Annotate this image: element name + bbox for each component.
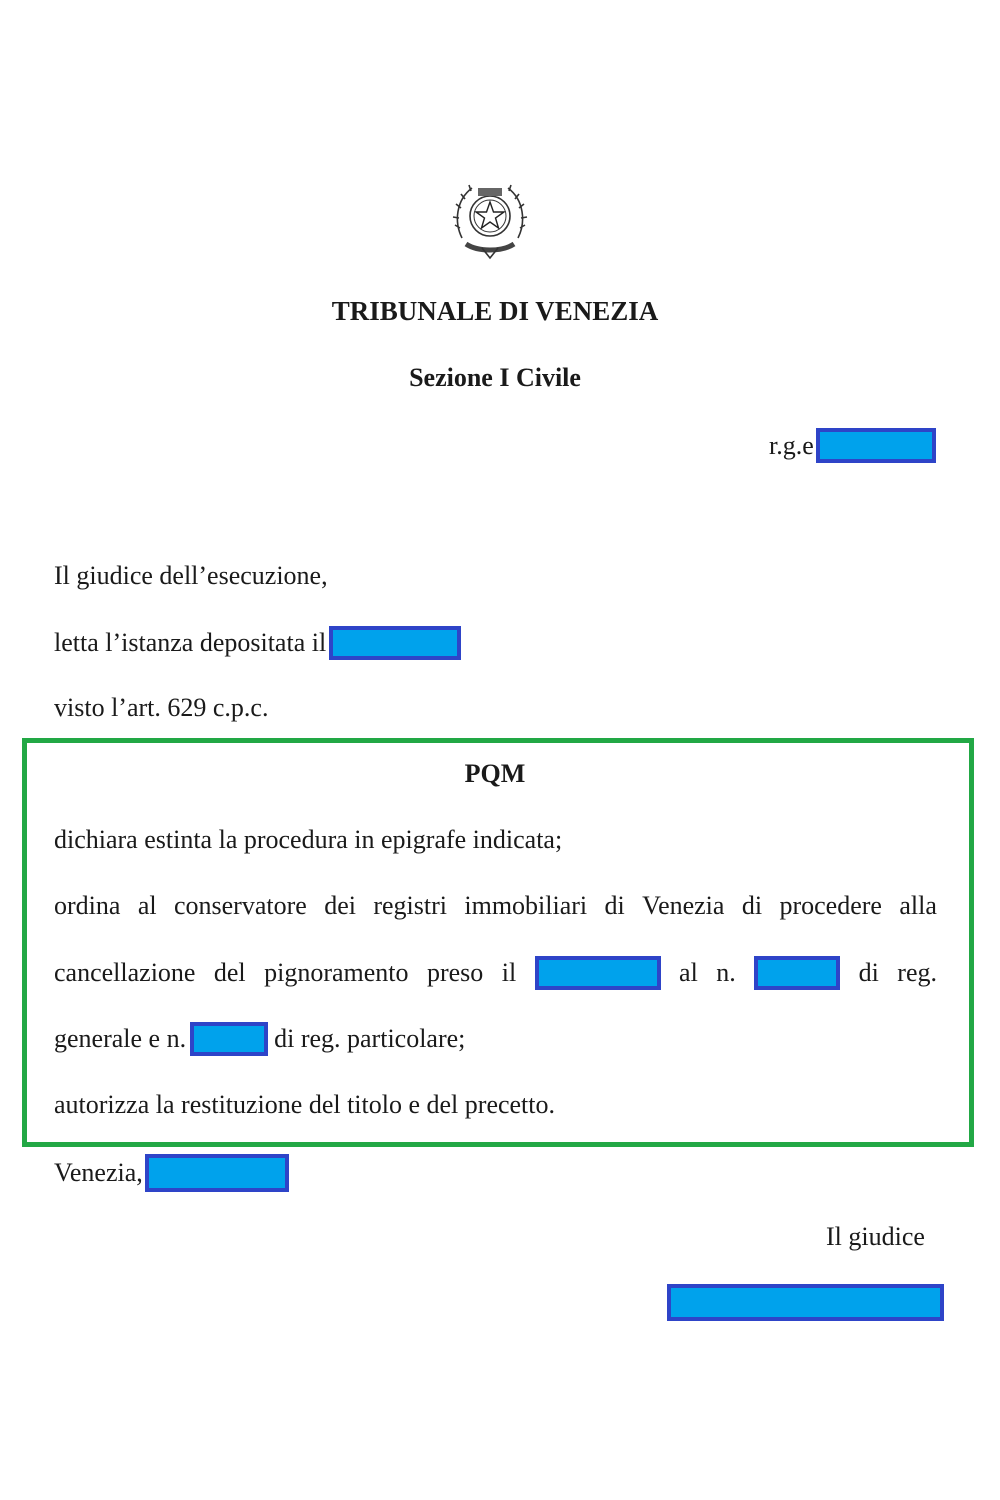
preamble-istanza bbox=[54, 626, 461, 660]
word: del bbox=[213, 958, 246, 987]
pqm-frame bbox=[22, 738, 974, 1147]
section-title: Sezione I Civile bbox=[409, 363, 581, 392]
preamble-article: visto l’art. 629 c.p.c. bbox=[54, 693, 269, 722]
word: di bbox=[858, 958, 879, 987]
word: Venezia bbox=[642, 891, 725, 920]
word: alla bbox=[899, 891, 937, 920]
redacted-date bbox=[145, 1154, 289, 1192]
pqm-line-estinta: dichiara estinta la procedura in epigrafe indicata; bbox=[54, 825, 563, 854]
word: di bbox=[604, 891, 625, 920]
emblem-icon bbox=[452, 178, 528, 262]
redacted-general-register-number bbox=[754, 956, 840, 990]
pqm-line-cancellazione bbox=[54, 956, 937, 990]
pqm-generale-text: generale e n. bbox=[54, 1024, 187, 1053]
word: il bbox=[501, 958, 517, 987]
judge-label: Il giudice bbox=[826, 1222, 925, 1251]
court-title: TRIBUNALE DI VENEZIA bbox=[331, 296, 659, 326]
word: immobiliari bbox=[464, 891, 588, 920]
word: ordina bbox=[54, 891, 121, 920]
place-date-row bbox=[54, 1154, 289, 1192]
pqm-particolare-text: di reg. particolare; bbox=[274, 1024, 466, 1053]
word: n. bbox=[716, 958, 736, 987]
redacted-rge-number bbox=[816, 428, 936, 463]
word: al bbox=[679, 958, 698, 987]
preamble-judge: Il giudice dell’esecuzione, bbox=[54, 561, 328, 590]
pqm-line-autorizza: autorizza la restituzione del titolo e del precetto. bbox=[54, 1090, 556, 1119]
word: cancellazione bbox=[54, 958, 196, 987]
pqm-line-generale bbox=[54, 1022, 465, 1056]
word: pignoramento bbox=[264, 958, 409, 987]
redacted-deposit-date bbox=[329, 626, 461, 660]
word: dei bbox=[324, 891, 356, 920]
preamble-istanza-text: letta l’istanza depositata il bbox=[54, 628, 327, 657]
word: procedere bbox=[779, 891, 882, 920]
pqm-line-ordina bbox=[54, 890, 937, 922]
redacted-particular-register-number bbox=[190, 1022, 268, 1056]
pqm-title: PQM bbox=[464, 759, 526, 788]
redacted-judge-signature bbox=[667, 1284, 944, 1321]
word: preso bbox=[426, 958, 484, 987]
word: reg. bbox=[897, 958, 937, 987]
rge-label: r.g.e bbox=[769, 430, 814, 460]
word: conservatore bbox=[173, 891, 307, 920]
word: registri bbox=[373, 891, 447, 920]
rge-row bbox=[769, 428, 936, 463]
word: di bbox=[741, 891, 763, 920]
redacted-pignoramento-date bbox=[535, 956, 661, 990]
place-label: Venezia, bbox=[54, 1158, 143, 1187]
word: al bbox=[137, 891, 157, 920]
